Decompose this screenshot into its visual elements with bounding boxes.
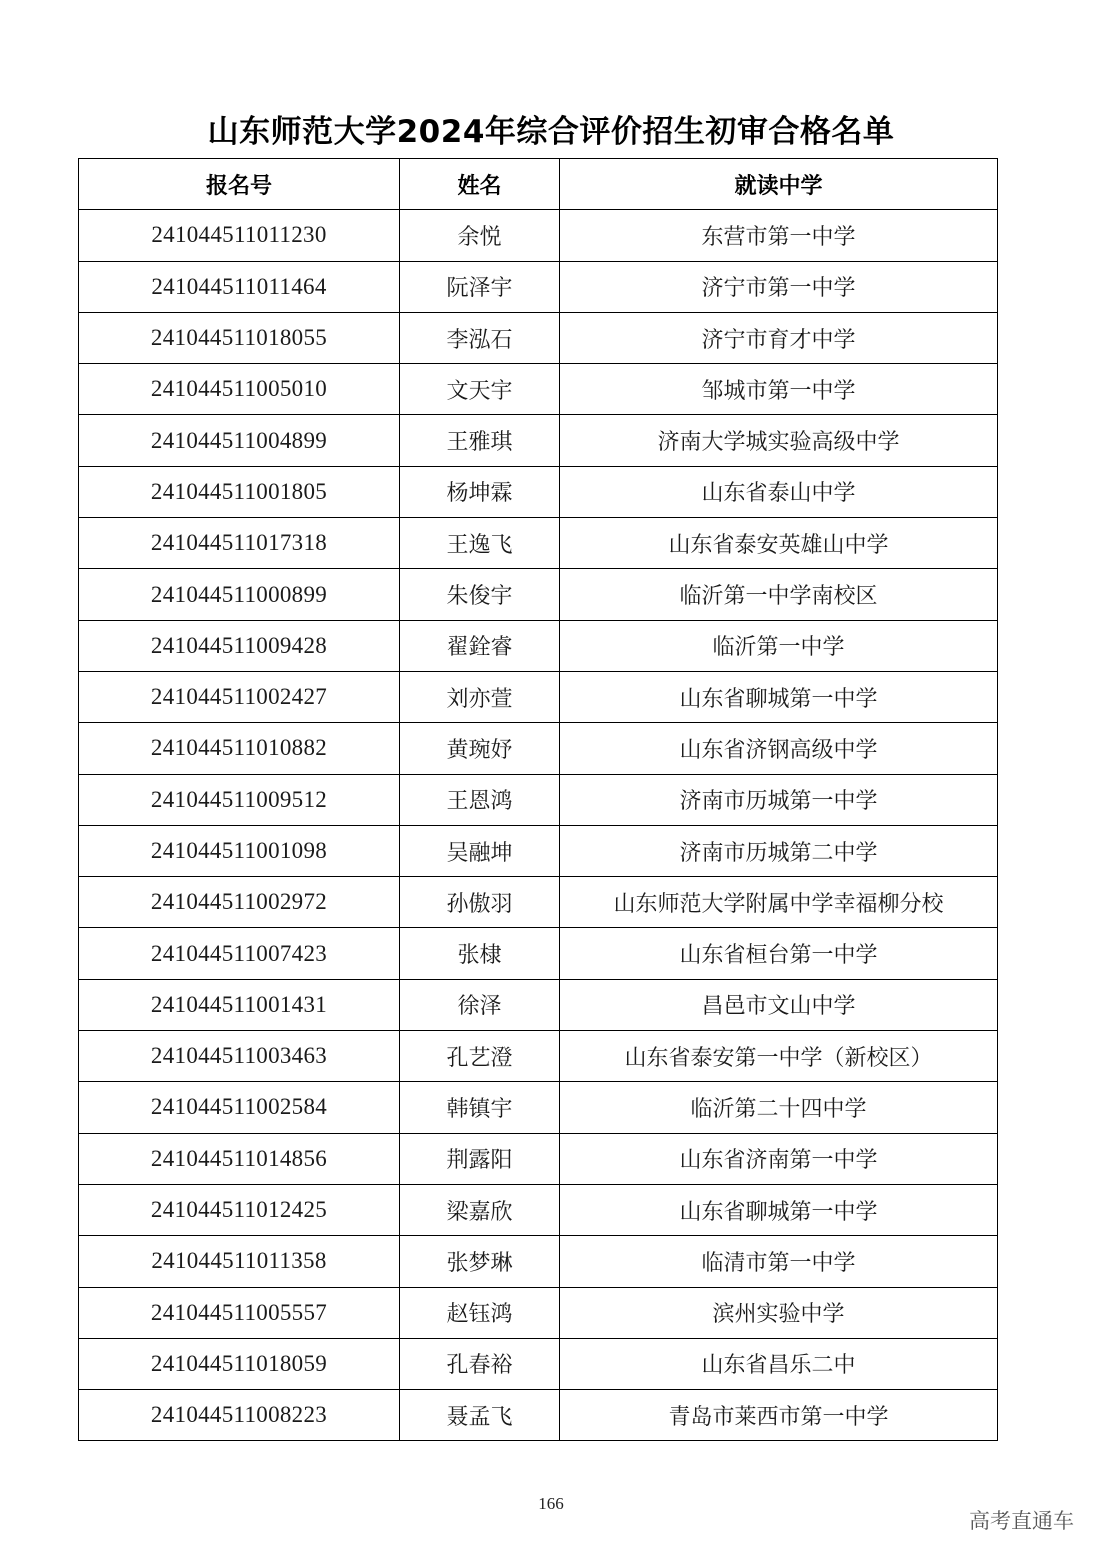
student-name-cell: 王雅琪	[400, 415, 560, 466]
table-row	[79, 723, 998, 774]
registration-number-cell: 241044511002972	[79, 877, 400, 928]
registration-number-cell: 241044511009428	[79, 620, 400, 671]
registration-number-cell: 241044511018059	[79, 1338, 400, 1389]
school-name-cell: 山东省泰安第一中学（新校区）	[560, 1031, 998, 1082]
table-row	[79, 1031, 998, 1082]
table-header-row	[79, 159, 998, 210]
registration-number-cell: 241044511004899	[79, 415, 400, 466]
student-name-cell: 黄琬妤	[400, 723, 560, 774]
school-name-cell: 临清市第一中学	[560, 1236, 998, 1287]
table-row	[79, 415, 998, 466]
registration-number-cell: 241044511009512	[79, 774, 400, 825]
table-row	[79, 1236, 998, 1287]
table-row	[79, 261, 998, 312]
registration-number-cell: 241044511008223	[79, 1390, 400, 1441]
table-row	[79, 928, 998, 979]
school-name-cell: 山东省聊城第一中学	[560, 1184, 998, 1235]
school-name-cell: 临沂第一中学南校区	[560, 569, 998, 620]
registration-number-cell: 241044511011230	[79, 210, 400, 261]
registration-number-cell: 241044511017318	[79, 518, 400, 569]
column-header-name: 姓名	[400, 159, 560, 210]
student-name-cell: 张棣	[400, 928, 560, 979]
school-name-cell: 济南大学城实验高级中学	[560, 415, 998, 466]
student-name-cell: 李泓石	[400, 312, 560, 363]
school-name-cell: 山东省聊城第一中学	[560, 671, 998, 722]
table-row	[79, 979, 998, 1030]
school-name-cell: 山东省桓台第一中学	[560, 928, 998, 979]
school-name-cell: 滨州实验中学	[560, 1287, 998, 1338]
school-name-cell: 济宁市育才中学	[560, 312, 998, 363]
page-number: 166	[538, 1494, 564, 1513]
school-name-cell: 东营市第一中学	[560, 210, 998, 261]
school-name-cell: 济南市历城第一中学	[560, 774, 998, 825]
student-name-cell: 阮泽宇	[400, 261, 560, 312]
school-name-cell: 山东省昌乐二中	[560, 1338, 998, 1389]
student-name-cell: 余悦	[400, 210, 560, 261]
table-row	[79, 312, 998, 363]
student-name-cell: 赵钰鸿	[400, 1287, 560, 1338]
registration-number-cell: 241044511001805	[79, 466, 400, 517]
student-name-cell: 张梦琳	[400, 1236, 560, 1287]
table-row	[79, 877, 998, 928]
student-name-cell: 杨坤霖	[400, 466, 560, 517]
table-row	[79, 1287, 998, 1338]
school-name-cell: 山东省泰安英雄山中学	[560, 518, 998, 569]
student-name-cell: 孔春裕	[400, 1338, 560, 1389]
document-title: 山东师范大学2024年综合评价招生初审合格名单	[207, 114, 895, 150]
school-name-cell: 昌邑市文山中学	[560, 979, 998, 1030]
student-name-cell: 孙傲羽	[400, 877, 560, 928]
student-name-cell: 刘亦萱	[400, 671, 560, 722]
school-name-cell: 邹城市第一中学	[560, 364, 998, 415]
column-header-school: 就读中学	[560, 159, 998, 210]
school-name-cell: 济宁市第一中学	[560, 261, 998, 312]
registration-number-cell: 241044511002427	[79, 671, 400, 722]
registration-number-cell: 241044511018055	[79, 312, 400, 363]
student-name-cell: 吴融坤	[400, 825, 560, 876]
table-row	[79, 620, 998, 671]
school-name-cell: 山东省济南第一中学	[560, 1133, 998, 1184]
registration-number-cell: 241044511011464	[79, 261, 400, 312]
school-name-cell: 济南市历城第二中学	[560, 825, 998, 876]
table-row	[79, 518, 998, 569]
school-name-cell: 青岛市莱西市第一中学	[560, 1390, 998, 1441]
student-name-cell: 朱俊宇	[400, 569, 560, 620]
table-row	[79, 364, 998, 415]
student-name-cell: 孔艺澄	[400, 1031, 560, 1082]
registration-number-cell: 241044511007423	[79, 928, 400, 979]
registration-number-cell: 241044511003463	[79, 1031, 400, 1082]
table-row	[79, 1390, 998, 1441]
school-name-cell: 山东师范大学附属中学幸福柳分校	[560, 877, 998, 928]
student-name-cell: 徐泽	[400, 979, 560, 1030]
school-name-cell: 山东省泰山中学	[560, 466, 998, 517]
registration-number-cell: 241044511002584	[79, 1082, 400, 1133]
student-name-cell: 梁嘉欣	[400, 1184, 560, 1235]
registration-number-cell: 241044511011358	[79, 1236, 400, 1287]
school-name-cell: 山东省济钢高级中学	[560, 723, 998, 774]
table-row	[79, 1184, 998, 1235]
school-name-cell: 临沂第一中学	[560, 620, 998, 671]
registration-number-cell: 241044511001431	[79, 979, 400, 1030]
student-name-cell: 王恩鸿	[400, 774, 560, 825]
table-row	[79, 774, 998, 825]
registration-number-cell: 241044511005557	[79, 1287, 400, 1338]
table-row	[79, 1338, 998, 1389]
table-row	[79, 210, 998, 261]
registration-number-cell: 241044511010882	[79, 723, 400, 774]
watermark-text: 高考直通车	[969, 1509, 1074, 1533]
student-name-cell: 聂孟飞	[400, 1390, 560, 1441]
admission-list-table	[78, 158, 998, 1441]
student-name-cell: 荆露阳	[400, 1133, 560, 1184]
registration-number-cell: 241044511005010	[79, 364, 400, 415]
table-row	[79, 1133, 998, 1184]
registration-number-cell: 241044511012425	[79, 1184, 400, 1235]
student-name-cell: 文天宇	[400, 364, 560, 415]
school-name-cell: 临沂第二十四中学	[560, 1082, 998, 1133]
table-body	[79, 210, 998, 1441]
column-header-registration-number: 报名号	[79, 159, 400, 210]
student-name-cell: 翟銓睿	[400, 620, 560, 671]
registration-number-cell: 241044511001098	[79, 825, 400, 876]
table-row	[79, 671, 998, 722]
table-row	[79, 825, 998, 876]
table-row	[79, 466, 998, 517]
student-name-cell: 韩镇宇	[400, 1082, 560, 1133]
registration-number-cell: 241044511014856	[79, 1133, 400, 1184]
table-row	[79, 569, 998, 620]
table-row	[79, 1082, 998, 1133]
registration-number-cell: 241044511000899	[79, 569, 400, 620]
student-name-cell: 王逸飞	[400, 518, 560, 569]
